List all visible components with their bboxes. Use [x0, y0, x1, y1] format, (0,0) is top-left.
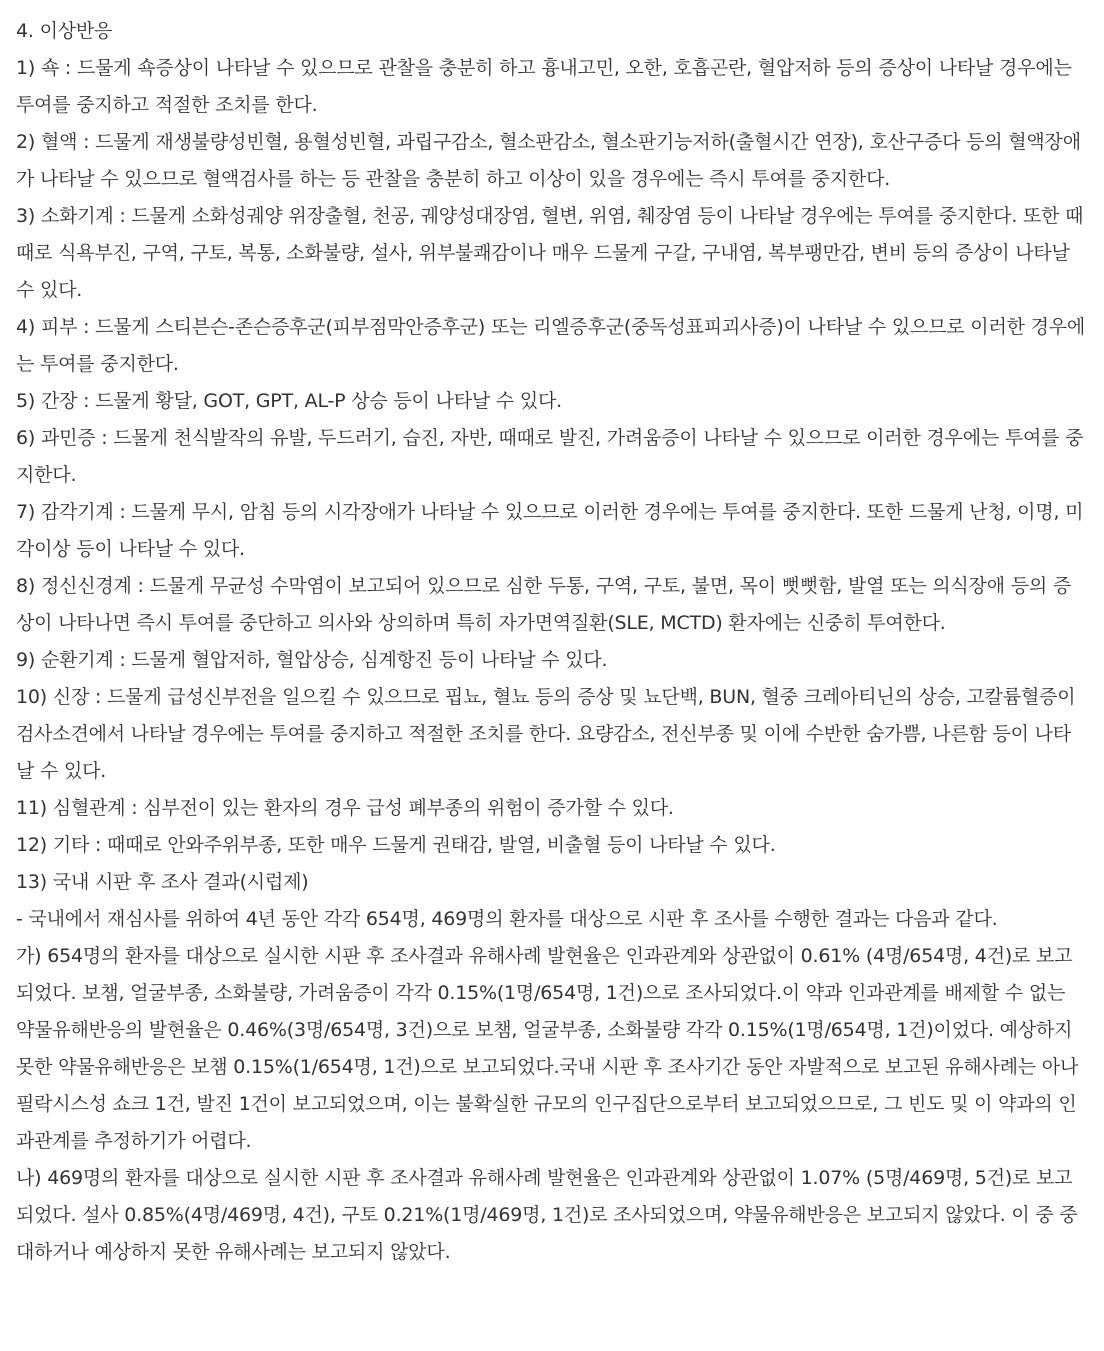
paragraph-other: 12) 기타 : 때때로 안와주위부종, 또한 매우 드물게 권태감, 발열, 비출혈 등이 나타날 수 있다.: [16, 834, 776, 856]
paragraph-sensory: 7) 감각기계 : 드물게 무시, 암침 등의 시각장애가 나타날 수 있으므로 이러한 경우에는 투여를 중지한다. 또한 드물게 난청, 이명, 미각이상 등이 나타날 수 있다.: [16, 501, 1084, 560]
paragraph-shock: 1) 쇽 : 드물게 쇽증상이 나타날 수 있으므로 관찰을 충분히 하고 흉내고민, 오한, 호흡곤란, 혈압저하 등의 증상이 나타날 경우에는 투여를 중지하고 적절한 조치를 한다.: [16, 57, 1072, 116]
paragraph-survey-intro: - 국내에서 재심사를 위하여 4년 동안 각각 654명, 469명의 환자를 대상으로 시판 후 조사를 수행한 결과는 다음과 같다.: [16, 908, 998, 930]
paragraph-survey-a: 가) 654명의 환자를 대상으로 실시한 시판 후 조사결과 유해사례 발현율은 인과관계와 상관없이 0.61% (4명/654명, 4건)로 보고되었다. 보챔, 얼굴부종, 소화불량, 가려움증이 각각 0.15%(1명/654명, 1건)으로 조사되었다.이 약과 인과관계를 배제할 수 없는 약물유해반응의 발현율은 0.46%(3명/654명, 3건)으로 보챔, 얼굴부종, 소화불량 각각 0.15%(1명/654명, 1건)이었다. 예상하지 못한 약물유해반응은 보챔 0.15%(1/654명, 1건)으로 보고되었다.국내 시판 후 조사기간 동안 자발적으로 보고된 유해사례는 아나필락시스성 쇼크 1건, 발진 1건이 보고되었으며, 이는 불확실한 규모의 인구집단으로부터 보고되었으므로, 그 빈도 및 이 약과의 인과관계를 추정하기가 어렵다.: [16, 945, 1079, 1152]
paragraph-neuro: 8) 정신신경계 : 드물게 무균성 수막염이 보고되어 있으므로 심한 두통, 구역, 구토, 불면, 목이 뻣뻣함, 발열 또는 의식장애 등의 증상이 나타나면 즉시 투여를 중단하고 의사와 상의하며 특히 자가면역질환(SLE, MCTD) 환자에는 신중히 투여한다.: [16, 575, 1071, 634]
paragraph-kidney: 10) 신장 : 드물게 급성신부전을 일으킬 수 있으므로 핍뇨, 혈뇨 등의 증상 및 뇨단백, BUN, 혈중 크레아티닌의 상승, 고칼륨혈증이 검사소견에서 나타날 경우에는 투여를 중지하고 적절한 조치를 한다. 요량감소, 전신부종 및 이에 수반한 숨가쁨, 나른함 등이 나타날 수 있다.: [16, 686, 1076, 782]
paragraph-blood: 2) 혈액 : 드물게 재생불량성빈혈, 용혈성빈혈, 과립구감소, 혈소판감소, 혈소판기능저하(출혈시간 연장), 호산구증다 등의 혈액장애가 나타날 수 있으므로 혈액검사를 하는 등 관찰을 충분히 하고 이상이 있을 경우에는 즉시 투여를 중지한다.: [16, 131, 1081, 190]
paragraph-liver: 5) 간장 : 드물게 황달, GOT, GPT, AL-P 상승 등이 나타날 수 있다.: [16, 390, 562, 412]
paragraph-cardiovascular: 11) 심혈관계 : 심부전이 있는 환자의 경우 급성 폐부종의 위험이 증가할 수 있다.: [16, 797, 674, 819]
paragraph-skin: 4) 피부 : 드물게 스티븐슨-존슨증후군(피부점막안증후군) 또는 리엘증후군(중독성표피괴사증)이 나타날 수 있으므로 이러한 경우에는 투여를 중지한다.: [16, 316, 1086, 375]
paragraph-survey-b: 나) 469명의 환자를 대상으로 실시한 시판 후 조사결과 유해사례 발현율은 인과관계와 상관없이 1.07% (5명/469명, 5건)로 보고되었다. 설사 0.85%(4명/469명, 4건), 구토 0.21%(1명/469명, 1건)로 조사되었으며, 약물유해반응은 보고되지 않았다. 이 중 중대하거나 예상하지 못한 유해사례는 보고되지 않았다.: [16, 1167, 1078, 1263]
paragraph-circulatory: 9) 순환기계 : 드물게 혈압저하, 혈압상승, 심계항진 등이 나타날 수 있다.: [16, 649, 608, 671]
paragraph-digestive: 3) 소화기계 : 드물게 소화성궤양 위장출혈, 천공, 궤양성대장염, 혈변, 위염, 췌장염 등이 나타날 경우에는 투여를 중지한다. 또한 때때로 식욕부진, 구역, 구토, 복통, 소화불량, 설사, 위부불쾌감이나 매우 드물게 구갈, 구내염, 복부팽만감, 변비 등의 증상이 나타날 수 있다.: [16, 205, 1084, 301]
section-heading: 4. 이상반응: [16, 20, 113, 42]
paragraph-survey-title: 13) 국내 시판 후 조사 결과(시럽제): [16, 871, 309, 893]
paragraph-hypersensitivity: 6) 과민증 : 드물게 천식발작의 유발, 두드러기, 습진, 자반, 때때로 발진, 가려움증이 나타날 수 있으므로 이러한 경우에는 투여를 중지한다.: [16, 427, 1084, 486]
